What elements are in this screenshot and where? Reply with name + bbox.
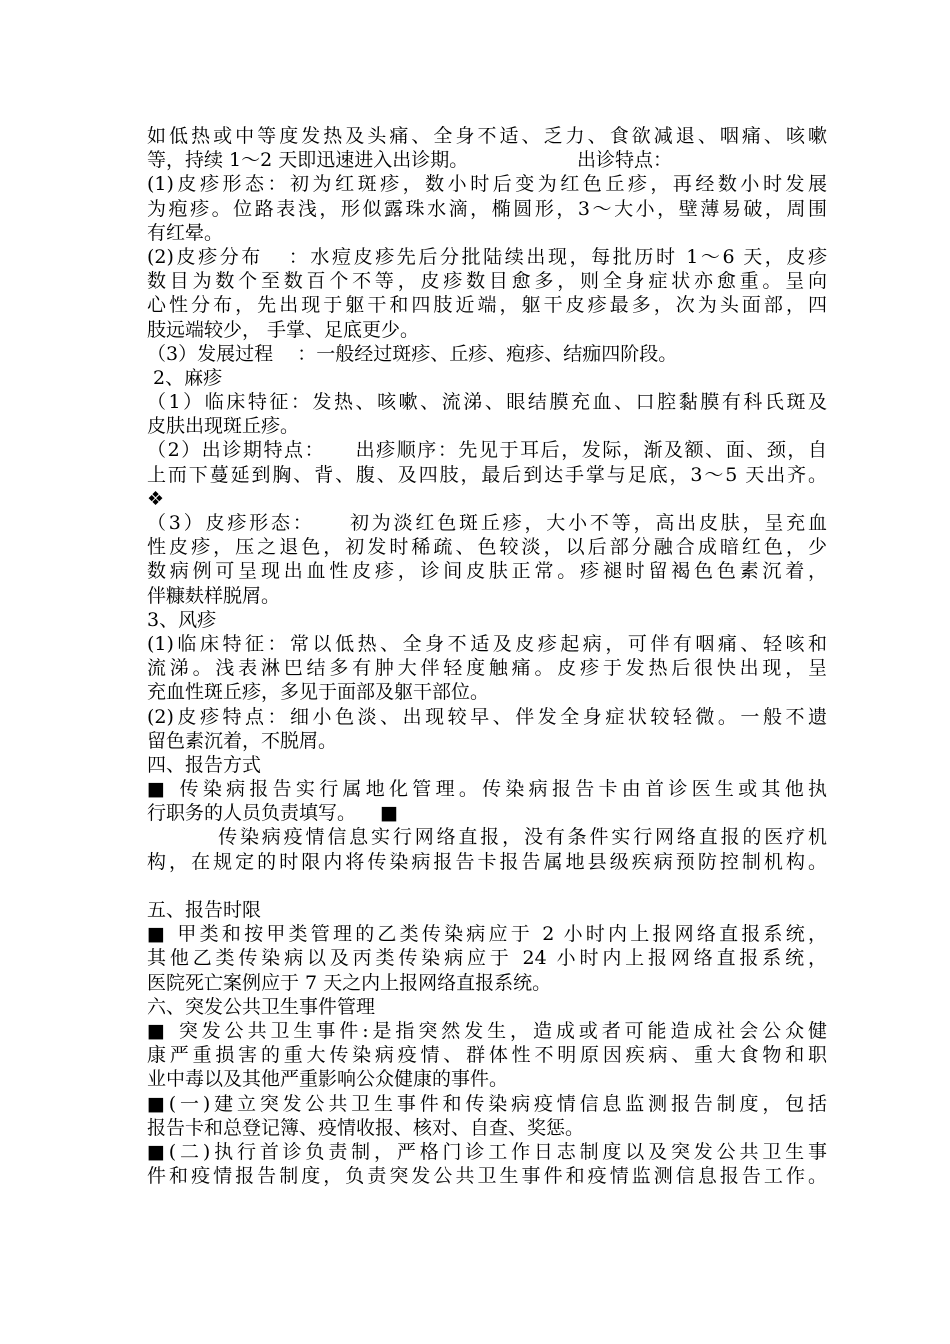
text-line: (2)皮疹特点：细小色淡、出现较早、伴发全身症状较轻微。一般不遗 [147,705,827,728]
text-line: （3）皮疹形态： 初为淡红色斑丘疹，大小不等，高出皮肤，呈充血 [147,512,827,534]
text-line: 其他乙类传染病以及丙类传染病应于 24 小时内上报网络直报系统， [147,947,827,970]
text-line: 康严重损害的重大传染病疫情、群体性不明原因疾病、重大食物和职 [147,1044,827,1067]
text-line: ❖ [147,487,165,510]
text-line: 充血性斑丘疹，多见于面部及躯干部位。 [147,681,490,704]
text-line: 如低热或中等度发热及头痛、全身不适、乏力、食欲减退、咽痛、咳嗽 [147,125,827,147]
text-line: 五、报告时限 [147,899,262,921]
document-body [147,124,827,1188]
text-line: ■ 甲类和按甲类管理的乙类传染病应于 2 小时内上报网络直报系统， [147,923,827,946]
text-line: 性皮疹，压之退色，初发时稀疏、色较淡，以后部分融合成暗红色，少 [147,536,827,559]
text-line: 伴糠麸样脱屑。 [147,584,281,607]
text-line: 肢远端较少， 手掌、足底更少。 [147,318,420,341]
text-line: 3、风疹 [147,608,217,631]
text-line: （2）出诊期特点： 出疹顺序：先见于耳后，发际，渐及额、面、颈，自 [147,439,827,462]
text-line: 四、报告方式 [147,753,262,776]
text-line: 数病例可呈现出血性皮疹，诊间皮肤正常。疹褪时留褐色色素沉着， [147,560,827,583]
text-line: 2、麻疹 [147,366,223,389]
text-line: （1）临床特征：发热、咳嗽、流涕、眼结膜充血、口腔黏膜有科氏斑及 [147,391,827,414]
text-line: 医院死亡案例应于 7 天之内上报网络直报系统。 [147,971,552,994]
text-line: 为疱疹。位路表浅，形似露珠水滴，椭圆形，3～大小，壁薄易破，周围 [147,197,827,220]
text-line: (1)临床特征：常以低热、全身不适及皮疹起病，可伴有咽痛、轻咳和 [147,632,827,655]
text-line: 有红晕。 [147,221,224,244]
blank-line [147,874,827,898]
text-line: 心性分布，先出现于躯干和四肢近端，躯干皮疹最多，次为头面部，四 [147,294,827,317]
text-line: 六、突发公共卫生事件管理 [147,995,376,1018]
text-line: (1)皮疹形态：初为红斑疹，数小时后变为红色丘疹，再经数小时发展 [147,173,827,196]
text-line: ■(二)执行首诊负责制，严格门诊工作日志制度以及突发公共卫生事 [147,1140,827,1163]
text-line: 传染病疫情信息实行网络直报，没有条件实行网络直报的医疗机 [147,826,827,849]
text-line: 构，在规定的时限内将传染病报告卡报告属地县级疾病预防控制机构。 [147,850,827,873]
text-line: 皮肤出现斑丘疹。 [147,415,300,438]
text-line: （3）发展过程 ：一般经过斑疹、丘疹、疱疹、结痂四阶段。 [147,342,678,365]
text-line: ■ 传染病报告实行属地化管理。传染病报告卡由首诊医生或其他执 [147,778,827,801]
text-line: 业中毒以及其他严重影响公众健康的事件。 [147,1068,509,1091]
text-line: 数目为数个至数百个不等，皮疹数目愈多，则全身症状亦愈重。呈向 [147,270,827,293]
text-line: (2)皮疹分布 ：水痘皮疹先后分批陆续出现，每批历时 1～6 天，皮疹 [147,245,827,268]
text-line: 件和疫情报告制度，负责突发公共卫生事件和疫情监测信息报告工作。 [147,1165,827,1188]
text-line: 留色素沉着，不脱屑。 [147,729,338,752]
text-line: 上而下蔓延到胸、背、腹、及四肢，最后到达手掌与足底，3～5 天出齐。 [147,463,827,486]
text-line: 行职务的人员负责填写。 ■ [147,802,399,825]
text-line: ■ 突发公共卫生事件:是指突然发生，造成或者可能造成社会公众健 [147,1019,827,1042]
text-line: 报告卡和总登记簿、疫情收报、核对、自查、奖惩。 [147,1116,585,1139]
text-line: 等，持续 1～2 天即迅速进入出诊期。 出诊特点： [147,149,672,172]
text-line: ■(一)建立突发公共卫生事件和传染病疫情信息监测报告制度，包括 [147,1092,827,1115]
text-line: 流涕。浅表淋巴结多有肿大伴轻度触痛。皮疹于发热后很快出现，呈 [147,657,827,680]
